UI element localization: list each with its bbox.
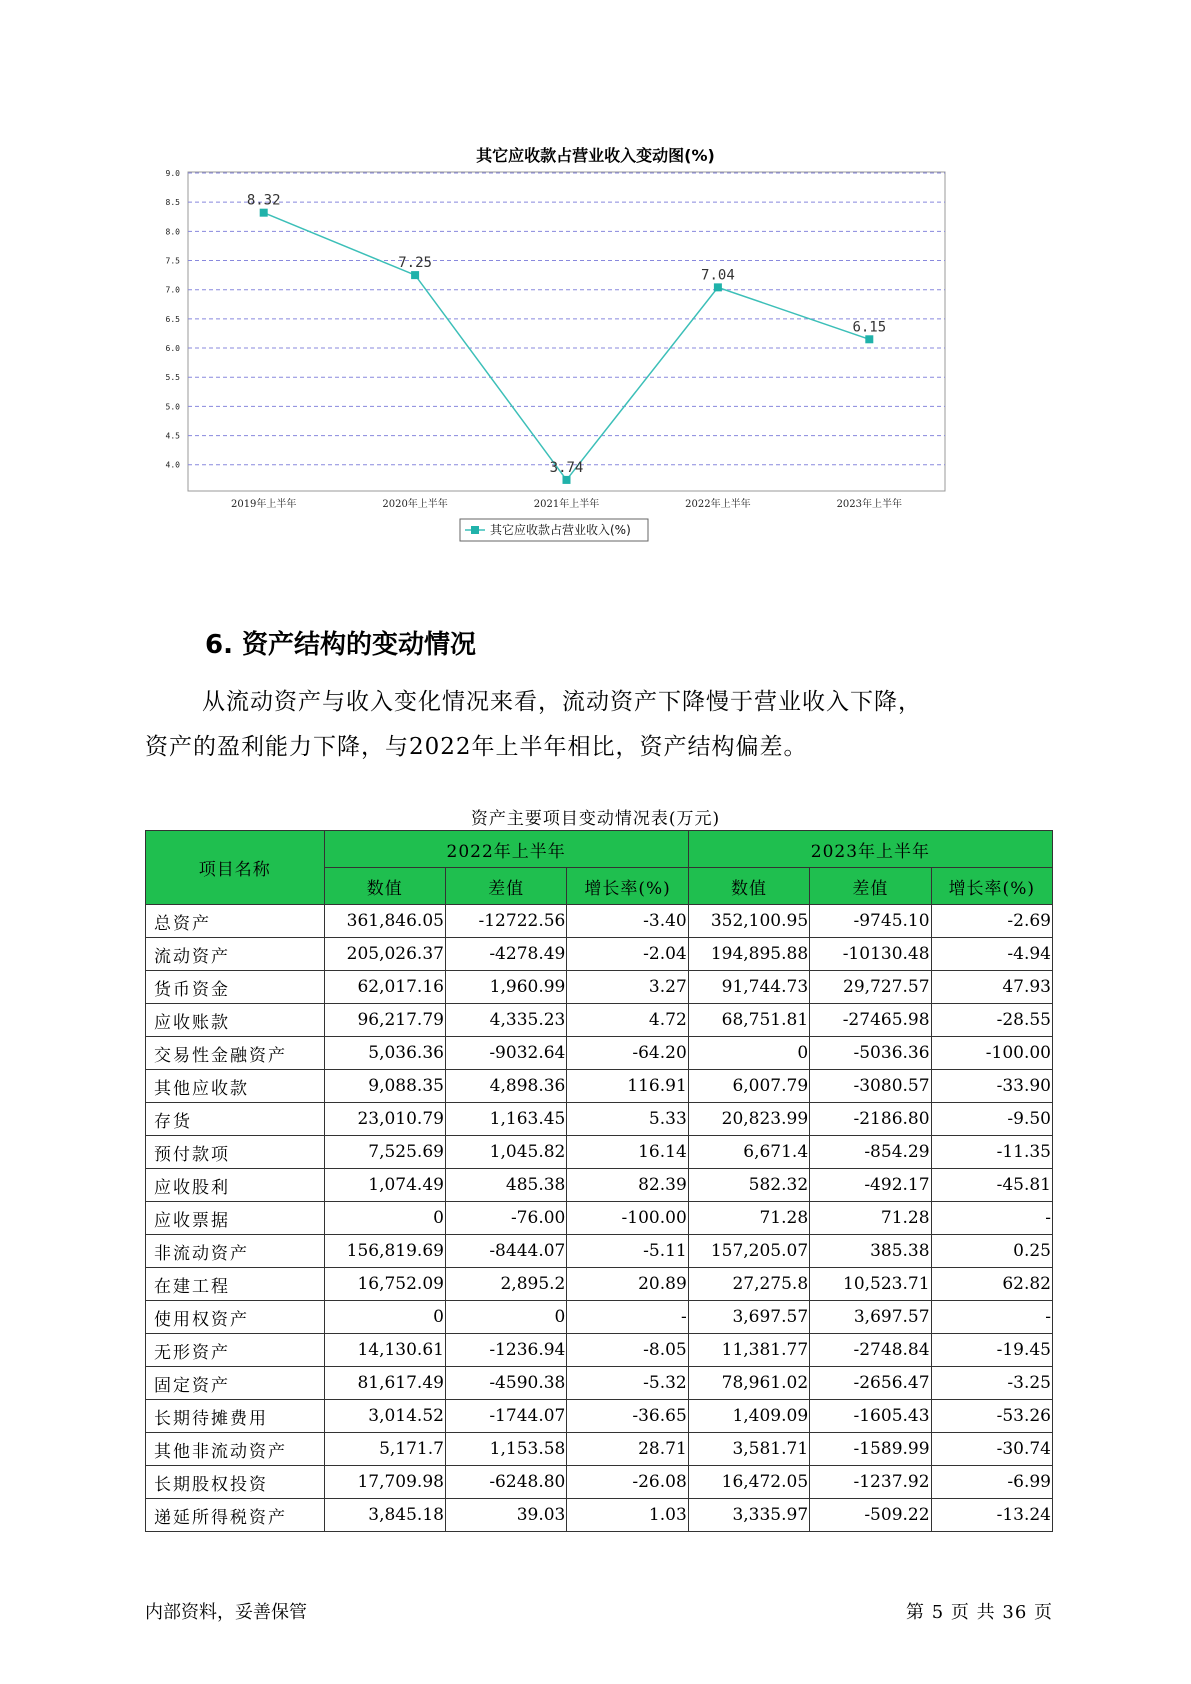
- row-label: 货币资金: [146, 971, 325, 1004]
- table-caption: 资产主要项目变动情况表(万元): [470, 809, 721, 829]
- table-cell: -8444.07: [445, 1235, 566, 1268]
- table-cell: 62.82: [931, 1268, 1052, 1301]
- table-cell: 1,409.09: [688, 1400, 809, 1433]
- table-cell: 0: [324, 1202, 445, 1235]
- table-cell: 28.71: [567, 1433, 688, 1466]
- table-cell: 361,846.05: [324, 905, 445, 938]
- line-chart: [0, 0, 1191, 600]
- table-cell: 3,014.52: [324, 1400, 445, 1433]
- table-row: [146, 1301, 1053, 1334]
- table-cell: -: [931, 1301, 1052, 1334]
- table-cell: -1236.94: [445, 1334, 566, 1367]
- table-row: [146, 1202, 1053, 1235]
- y-tick-label: 6.5: [165, 314, 180, 324]
- table-cell: 5.33: [567, 1103, 688, 1136]
- table-cell: -3080.57: [810, 1070, 931, 1103]
- table-cell: -492.17: [810, 1169, 931, 1202]
- table-cell: 2,895.2: [445, 1268, 566, 1301]
- table-cell: 3.27: [567, 971, 688, 1004]
- table-cell: 3,335.97: [688, 1499, 809, 1532]
- table-row: [146, 1433, 1053, 1466]
- y-tick-label: 4.0: [165, 460, 180, 470]
- row-label: 存货: [146, 1103, 325, 1136]
- table-row: [146, 1136, 1053, 1169]
- row-label: 交易性金融资产: [146, 1037, 325, 1070]
- row-label: 应收票据: [146, 1202, 325, 1235]
- x-tick-label: 2023年上半年: [836, 499, 903, 510]
- table-cell: -9032.64: [445, 1037, 566, 1070]
- y-tick-label: 4.5: [165, 431, 180, 441]
- table-cell: -1237.92: [810, 1466, 931, 1499]
- table-cell: -6.99: [931, 1466, 1052, 1499]
- table-cell: 157,205.07: [688, 1235, 809, 1268]
- row-label: 长期待摊费用: [146, 1400, 325, 1433]
- y-tick-label: 8.0: [165, 227, 180, 237]
- row-label: 预付款项: [146, 1136, 325, 1169]
- table-cell: 23,010.79: [324, 1103, 445, 1136]
- data-label: 3.74: [549, 459, 584, 476]
- legend-label: 其它应收款占营业收入(%): [490, 523, 631, 537]
- header-item-name: 项目名称: [146, 831, 325, 905]
- table-cell: 16,472.05: [688, 1466, 809, 1499]
- table-cell: 3,845.18: [324, 1499, 445, 1532]
- table-row: [146, 1037, 1053, 1070]
- table-cell: 385.38: [810, 1235, 931, 1268]
- data-point: [865, 335, 873, 343]
- section-heading: 6. 资产结构的变动情况: [205, 630, 477, 660]
- table-row: [146, 971, 1053, 1004]
- table-cell: -1744.07: [445, 1400, 566, 1433]
- table-cell: 485.38: [445, 1169, 566, 1202]
- table-cell: 1,163.45: [445, 1103, 566, 1136]
- table-cell: 71.28: [810, 1202, 931, 1235]
- table-cell: 9,088.35: [324, 1070, 445, 1103]
- y-tick-label: 7.0: [165, 285, 180, 295]
- table-cell: 1,074.49: [324, 1169, 445, 1202]
- data-point: [411, 271, 419, 279]
- table-cell: 17,709.98: [324, 1466, 445, 1499]
- table-cell: 1.03: [567, 1499, 688, 1532]
- table-cell: -2748.84: [810, 1334, 931, 1367]
- paragraph-line: 资产的盈利能力下降，与2022年上半年相比，资产结构偏差。: [145, 734, 808, 760]
- table-cell: -1589.99: [810, 1433, 931, 1466]
- table-cell: 0: [445, 1301, 566, 1334]
- table-cell: 352,100.95: [688, 905, 809, 938]
- table-cell: 39.03: [445, 1499, 566, 1532]
- table-cell: 4,898.36: [445, 1070, 566, 1103]
- table-cell: 1,153.58: [445, 1433, 566, 1466]
- table-cell: 0: [688, 1037, 809, 1070]
- table-cell: -36.65: [567, 1400, 688, 1433]
- table-cell: -: [931, 1202, 1052, 1235]
- y-tick-label: 7.5: [165, 256, 180, 266]
- row-label: 总资产: [146, 905, 325, 938]
- table-row: [146, 1103, 1053, 1136]
- table-cell: 5,171.7: [324, 1433, 445, 1466]
- table-cell: 20,823.99: [688, 1103, 809, 1136]
- table-cell: -53.26: [931, 1400, 1052, 1433]
- table-row: [146, 1334, 1053, 1367]
- data-label: 7.25: [398, 255, 432, 272]
- data-point: [714, 283, 722, 291]
- row-label: 应收股利: [146, 1169, 325, 1202]
- table-row: [146, 1268, 1053, 1301]
- table-cell: 205,026.37: [324, 938, 445, 971]
- table-row: [146, 1499, 1053, 1532]
- y-tick-label: 5.0: [165, 402, 180, 412]
- legend-marker: [471, 526, 479, 534]
- header-value: 数值: [324, 868, 445, 905]
- row-label: 使用权资产: [146, 1301, 325, 1334]
- page-number: 第 5 页 共 36 页: [906, 1602, 1053, 1623]
- table-cell: 7,525.69: [324, 1136, 445, 1169]
- table-row: [146, 1070, 1053, 1103]
- table-cell: 68,751.81: [688, 1004, 809, 1037]
- table-cell: -64.20: [567, 1037, 688, 1070]
- table-row: [146, 1235, 1053, 1268]
- table-cell: 27,275.8: [688, 1268, 809, 1301]
- paragraph-line: 从流动资产与收入变化情况来看，流动资产下降慢于营业收入下降，: [202, 689, 922, 715]
- y-tick-label: 8.5: [165, 198, 180, 208]
- table-cell: -19.45: [931, 1334, 1052, 1367]
- header-2022-h1: 2022年上半年: [324, 831, 688, 868]
- table-cell: -9745.10: [810, 905, 931, 938]
- table-cell: 47.93: [931, 971, 1052, 1004]
- header-2023-h1: 2023年上半年: [688, 831, 1052, 868]
- row-label: 其他应收款: [146, 1070, 325, 1103]
- table-cell: 5,036.36: [324, 1037, 445, 1070]
- table-row: [146, 905, 1053, 938]
- table-cell: 81,617.49: [324, 1367, 445, 1400]
- table-cell: -1605.43: [810, 1400, 931, 1433]
- row-label: 流动资产: [146, 938, 325, 971]
- table-cell: -76.00: [445, 1202, 566, 1235]
- table-cell: 1,045.82: [445, 1136, 566, 1169]
- table-cell: -13.24: [931, 1499, 1052, 1532]
- asset-change-table: [145, 830, 1053, 1532]
- table-cell: -30.74: [931, 1433, 1052, 1466]
- table-cell: -2656.47: [810, 1367, 931, 1400]
- header-value: 数值: [688, 868, 809, 905]
- table-cell: -8.05: [567, 1334, 688, 1367]
- data-label: 7.04: [701, 267, 735, 284]
- table-cell: 62,017.16: [324, 971, 445, 1004]
- row-label: 非流动资产: [146, 1235, 325, 1268]
- table-row: [146, 938, 1053, 971]
- row-label: 递延所得税资产: [146, 1499, 325, 1532]
- table-cell: 6,007.79: [688, 1070, 809, 1103]
- table-cell: -5036.36: [810, 1037, 931, 1070]
- table-row: [146, 1169, 1053, 1202]
- table-cell: 71.28: [688, 1202, 809, 1235]
- table-row: [146, 1400, 1053, 1433]
- table-cell: 16.14: [567, 1136, 688, 1169]
- table-cell: 156,819.69: [324, 1235, 445, 1268]
- table-cell: 3,697.57: [688, 1301, 809, 1334]
- row-label: 无形资产: [146, 1334, 325, 1367]
- table-cell: 91,744.73: [688, 971, 809, 1004]
- table-body: [146, 905, 1053, 1532]
- y-tick-label: 9.0: [165, 169, 180, 178]
- table-cell: -12722.56: [445, 905, 566, 938]
- table-cell: 16,752.09: [324, 1268, 445, 1301]
- table-cell: -2.69: [931, 905, 1052, 938]
- header-growth: 增长率(%): [567, 868, 688, 905]
- table-cell: -45.81: [931, 1169, 1052, 1202]
- table-cell: 582.32: [688, 1169, 809, 1202]
- table-cell: 3,697.57: [810, 1301, 931, 1334]
- table-cell: -509.22: [810, 1499, 931, 1532]
- table-cell: -26.08: [567, 1466, 688, 1499]
- table-cell: -6248.80: [445, 1466, 566, 1499]
- table-cell: 194,895.88: [688, 938, 809, 971]
- data-label: 8.32: [246, 192, 281, 209]
- table-cell: 4,335.23: [445, 1004, 566, 1037]
- analysis-paragraph: [145, 680, 1045, 770]
- data-label: 6.15: [852, 319, 887, 336]
- table-row: [146, 1004, 1053, 1037]
- data-point: [563, 476, 571, 484]
- series-line: [264, 213, 870, 480]
- table-cell: 6,671.4: [688, 1136, 809, 1169]
- table-cell: -3.25: [931, 1367, 1052, 1400]
- footer-note: 内部资料，妥善保管: [145, 1602, 307, 1623]
- row-label: 固定资产: [146, 1367, 325, 1400]
- table-cell: 96,217.79: [324, 1004, 445, 1037]
- table-cell: -2.04: [567, 938, 688, 971]
- table-cell: 3,581.71: [688, 1433, 809, 1466]
- table-cell: -27465.98: [810, 1004, 931, 1037]
- y-tick-label: 6.0: [165, 344, 180, 354]
- table-cell: 78,961.02: [688, 1367, 809, 1400]
- table-cell: -: [567, 1301, 688, 1334]
- table-cell: 116.91: [567, 1070, 688, 1103]
- table-cell: -11.35: [931, 1136, 1052, 1169]
- x-tick-label: 2019年上半年: [230, 499, 297, 510]
- table-cell: 20.89: [567, 1268, 688, 1301]
- table-cell: -4590.38: [445, 1367, 566, 1400]
- table-cell: 1,960.99: [445, 971, 566, 1004]
- table-cell: -9.50: [931, 1103, 1052, 1136]
- header-diff: 差值: [810, 868, 931, 905]
- x-tick-label: 2021年上半年: [533, 499, 600, 510]
- table-cell: 11,381.77: [688, 1334, 809, 1367]
- table-cell: 10,523.71: [810, 1268, 931, 1301]
- row-label: 长期股权投资: [146, 1466, 325, 1499]
- y-tick-label: 5.5: [165, 373, 180, 383]
- table-cell: -33.90: [931, 1070, 1052, 1103]
- table-cell: -100.00: [567, 1202, 688, 1235]
- table-row: [146, 1367, 1053, 1400]
- table-cell: 29,727.57: [810, 971, 931, 1004]
- table-cell: 0: [324, 1301, 445, 1334]
- plot-frame: [188, 172, 945, 491]
- table-row: [146, 1466, 1053, 1499]
- table-cell: -4.94: [931, 938, 1052, 971]
- header-diff: 差值: [445, 868, 566, 905]
- header-growth: 增长率(%): [931, 868, 1052, 905]
- table-cell: 82.39: [567, 1169, 688, 1202]
- table-cell: 0.25: [931, 1235, 1052, 1268]
- row-label: 应收账款: [146, 1004, 325, 1037]
- table-cell: -4278.49: [445, 938, 566, 971]
- table-cell: 4.72: [567, 1004, 688, 1037]
- table-cell: -10130.48: [810, 938, 931, 971]
- table-cell: -3.40: [567, 905, 688, 938]
- table-cell: 14,130.61: [324, 1334, 445, 1367]
- table-cell: -854.29: [810, 1136, 931, 1169]
- chart-title: 其它应收款占营业收入变动图(%): [476, 146, 715, 165]
- table-cell: -5.11: [567, 1235, 688, 1268]
- table-cell: -5.32: [567, 1367, 688, 1400]
- row-label: 其他非流动资产: [146, 1433, 325, 1466]
- table-cell: -28.55: [931, 1004, 1052, 1037]
- row-label: 在建工程: [146, 1268, 325, 1301]
- x-tick-label: 2022年上半年: [685, 499, 751, 510]
- table-cell: -100.00: [931, 1037, 1052, 1070]
- table-cell: -2186.80: [810, 1103, 931, 1136]
- x-tick-label: 2020年上半年: [382, 499, 448, 510]
- data-point: [260, 209, 268, 217]
